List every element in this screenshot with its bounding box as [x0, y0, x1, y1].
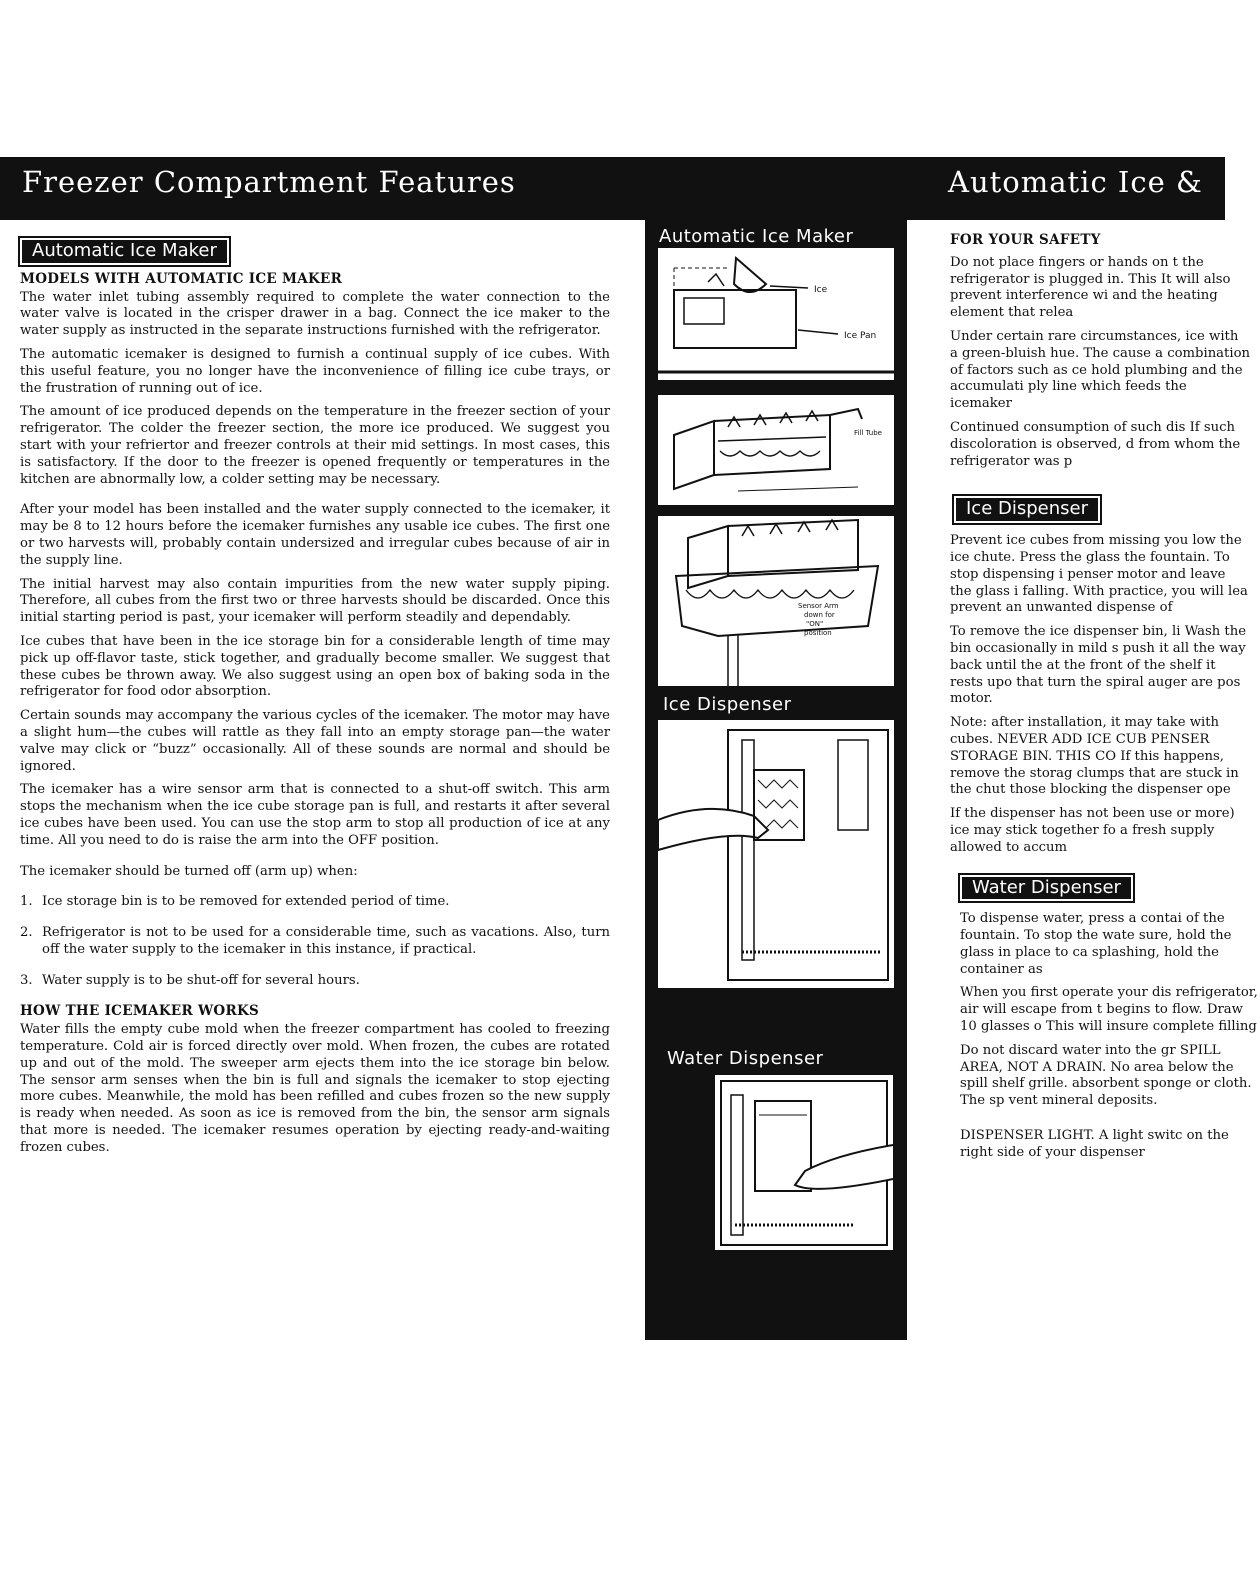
- svg-text:Ice Pan: Ice Pan: [844, 331, 877, 341]
- water-dispenser-diagram: [715, 1075, 893, 1250]
- ice-bin-illustration: [658, 516, 894, 686]
- paragraph: Do not discard water into the gr SPILL AREA, NOT A DRAIN. No area below the spill shelf grille. absorbent sponge or cloth. The sp vent mineral deposits.: [960, 1042, 1252, 1109]
- ice-dispenser-illustration: [658, 720, 894, 988]
- paragraph: Ice cubes that have been in the ice storage bin for a considerable length of time may pick up off-flavor taste, stick together, and gradually become smaller. We suggest that these cubes be thrown away. We also suggest using an open box of baking soda in the refrigerator for food odor absorption.: [20, 633, 610, 700]
- section-tag-automatic-ice-maker: Automatic Ice Maker: [20, 238, 229, 265]
- off-conditions-list: [20, 894, 610, 989]
- paragraph: Under certain rare circumstances, ice with a green-bluish hue. The cause a combination of factors such as ce hold plumbing and the accumulati ply line which feeds the icemaker: [950, 328, 1250, 412]
- paragraph: Certain sounds may accompany the various cycles of the icemaker. The motor may have a slight hum—the cubes will rattle as they fall into an empty storage pan—the water valve may click or “buzz” occasionally. All of these sounds are normal and should be ignored.: [20, 708, 610, 774]
- paragraph: When you first operate your dis refrigerator, air will escape from t begins to flow. Draw 10 glasses o This will insure complete filling: [960, 985, 1258, 1035]
- list-item: 1. Ice storage bin is to be removed for extended period of time.: [20, 894, 450, 910]
- svg-text:"ON": "ON": [806, 620, 824, 628]
- paragraph: The icemaker should be turned off (arm up) when:: [20, 863, 358, 879]
- paragraph: To remove the ice dispenser bin, li Wash the bin occasionally in mild s push it all the way back until the at the front of the shelf it rests upo that turn the spiral auger are pos motor.: [950, 624, 1247, 707]
- paragraph: Do not place fingers or hands on t the refrigerator is plugged in. This It will also prevent interference wi and the heating element that relea: [950, 254, 1231, 321]
- fill-tube-diagram: [658, 395, 894, 505]
- ice-bin-diagram: [658, 516, 894, 686]
- paragraph: If the dispenser has not been use or more) ice may stick together fo a fresh supply allowed to accum: [950, 806, 1235, 855]
- right-column: [950, 232, 1258, 1169]
- ice-maker-illustration: [658, 248, 894, 380]
- paragraph: Note: after installation, it may take with cubes. NEVER ADD ICE CUB PENSER STORAGE BIN. THIS CO If this happens, remove the storag clumps that are stuck in the chut those blocking the dispenser ope: [950, 715, 1239, 798]
- paragraph: To dispense water, press a contai of the fountain. To stop the wate sure, hold the glass in place to ca splashing, hold the container as: [960, 911, 1232, 977]
- paragraph: The icemaker has a wire sensor arm that is connected to a shut-off switch. This arm stops the mechanism when the ice cube storage pan is full, and restarts it after several ice cubes have been used. You can use the stop arm to stop all production of ice at any time. All you need to do is raise the arm into the OFF position.: [20, 782, 610, 848]
- svg-text:Ice: Ice: [814, 285, 828, 295]
- section-tag-water-dispenser: Water Dispenser: [960, 875, 1133, 902]
- paragraph: Continued consumption of such dis If such discoloration is observed, d from whom the refrigerator was p: [950, 419, 1241, 469]
- paragraph: Prevent ice cubes from missing you low the ice chute. Press the glass the fountain. To stop dispensing i penser motor and leave the glass i falling. With practice, you will lea prevent an unwanted dispense of: [950, 533, 1248, 616]
- page-title-right: Automatic Ice &: [948, 165, 1203, 199]
- ice-maker-diagram: [658, 248, 894, 380]
- paragraph: Water fills the empty cube mold when the freezer compartment has cooled to freezing temperature. Cold air is forced directly over mold. When frozen, the cubes are rotated up and out of the mold. The sweeper arm ejects them into the ice storage bin below. The sensor arm senses when the bin is full and signals the icemaker to stop ejecting more cubes. Meanwhile, the mold has been refilled and cubes frozen so the new supply is ready when needed. As soon as ice is removed from the bin, the sensor arm signals that more is needed. The icemaker resumes operation by ejecting ready-and-waiting frozen cubes.: [20, 1022, 610, 1155]
- label-water-dispenser: Water Dispenser: [667, 1048, 824, 1069]
- svg-text:Sensor Arm: Sensor Arm: [798, 602, 839, 610]
- paragraph: DISPENSER LIGHT. A light switc on the right side of your dispenser: [960, 1128, 1229, 1160]
- label-ice-dispenser: Ice Dispenser: [663, 694, 792, 715]
- paragraph: The automatic icemaker is designed to furnish a continual supply of ice cubes. With this useful feature, you no longer have the inconvenience of filling ice cube trays, or the frustration of running out of ice.: [20, 346, 610, 396]
- fill-tube-illustration: [658, 395, 894, 505]
- ice-dispenser-diagram: [658, 720, 894, 988]
- svg-text:Fill Tube: Fill Tube: [854, 429, 882, 437]
- left-column: [20, 238, 610, 1164]
- water-dispenser-illustration: [715, 1075, 893, 1250]
- heading-for-your-safety: FOR YOUR SAFETY: [950, 232, 1101, 248]
- label-automatic-ice-maker: Automatic Ice Maker: [659, 226, 854, 247]
- illustration-column: [645, 220, 907, 1340]
- paragraph: After your model has been installed and the water supply connected to the icemaker, it may be 8 to 12 hours before the icemaker furnishes any usable ice cubes. The first one or two harvests will, probably contain undersized and irregular cubes because of air in the supply line.: [20, 502, 610, 568]
- svg-text:position: position: [804, 629, 832, 637]
- header-banner-left: [0, 157, 912, 220]
- heading-how-icemaker-works: HOW THE ICEMAKER WORKS: [20, 1003, 260, 1020]
- svg-text:down for: down for: [804, 611, 835, 619]
- list-item: 2. Refrigerator is not to be used for a considerable time, such as vacations. Also, turn off the water supply to the icemaker in this instance, if practical.: [20, 925, 610, 957]
- heading-models: MODELS WITH AUTOMATIC ICE MAKER: [20, 270, 343, 287]
- page-title: Freezer Compartment Features: [22, 165, 516, 199]
- list-item: 3. Water supply is to be shut-off for several hours.: [20, 972, 360, 988]
- header-banner-right: [912, 157, 1225, 220]
- paragraph: The initial harvest may also contain impurities from the new water supply piping. Therefore, all cubes from the first two or three harvests should be discarded. Once this initial starting period is past, your icemaker will perform steadily and dependably.: [20, 576, 610, 626]
- section-tag-ice-dispenser: Ice Dispenser: [954, 496, 1100, 523]
- paragraph: The water inlet tubing assembly required to complete the water connection to the water valve is located in the crisper drawer in a bag. Connect the ice maker to the water supply as instructed in the separate instructions furnished with the refrigerator.: [20, 289, 610, 339]
- paragraph: The amount of ice produced depends on the temperature in the freezer section of your refrigerator. The colder the freezer section, the more ice produced. We suggest you start with your refriertor and freezer controls at their mid settings. In most cases, this is satisfactory. If the door to the freezer is opened frequently or temperatures in the kitchen are abnormally low, a colder setting may be necessary.: [20, 404, 610, 487]
